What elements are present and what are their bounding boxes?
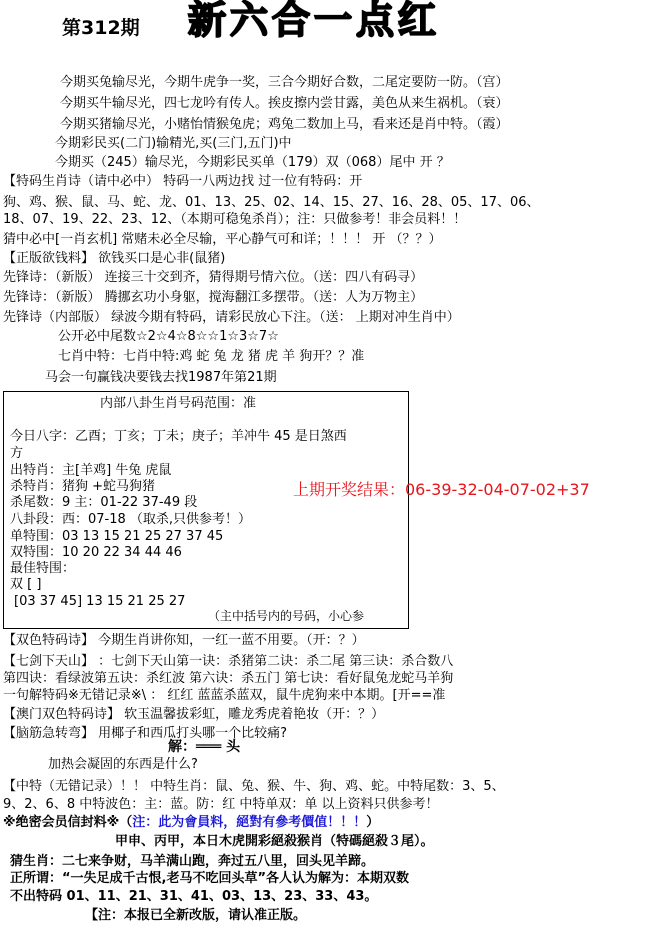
seven-zodiac: 七肖中特：七肖中特:鸡 蛇 兔 龙 猪 虎 羊 狗开？？准 <box>58 349 365 364</box>
club-saying: 马会一句赢钱决要钱去找1987年第21期 <box>45 370 277 385</box>
guess-line: 猜中必中[一肖玄机] 常赌未必全尽输，平心静气可和详；！！！ 开 （？？） <box>3 232 442 247</box>
box-line: 双特围：10 20 22 34 44 46 <box>10 545 182 560</box>
box-line: 最佳特围： <box>10 561 76 576</box>
lower-line: 【澳门双色特码诗】 软玉温馨拔彩虹，雕龙秀虎着艳妆（开：？） <box>3 707 385 722</box>
intro-line: 今期买兔输尽光，今期牛虎争一奖，三合今期好合数，二尾定要防一防。（宫） <box>60 75 509 90</box>
special-code-note: 18、07、19、22、23、12、（本期可稳兔杀肖）；注：只做参考！非会员料！！ <box>3 212 467 227</box>
bold-line: 猜生肖：二七来争财，马羊满山跑，奔过五八里，回头见羊蹄。 <box>10 854 375 869</box>
box-note: （主中括号内的号码，小心参 <box>208 609 365 623</box>
secret-line <box>3 815 379 831</box>
lower-line: 9、2、6、8 中特波色：主：蓝。防：红 中特单双：单 以上资料只供参考！ <box>3 797 439 812</box>
box-line: 今日八字：乙酉；丁亥；丁未；庚子；羊冲牛 45 是日煞西 <box>10 429 347 444</box>
secret-label: ※绝密会员信封料※（ <box>3 815 133 830</box>
special-code-list: 狗、鸡、猴、鼠、马、蛇、龙、01、13、25、02、14、15、27、16、28、05、17、06、 <box>3 195 540 210</box>
bold-line: 正所谓：“一失足成千古恨,老马不吃回头草”各人认为解为：本期双数 <box>10 871 410 886</box>
riddle-answer: 解：═══ 头 <box>168 739 241 755</box>
box-line: 八卦段：西：07-18 （取杀,只供参考！） <box>10 512 252 527</box>
lower-line: 【七剑下天山】 ：七剑下天山第一诀：杀猪第二诀：杀二尾 第三诀：杀合数八 <box>3 654 454 669</box>
secret-end: ） <box>366 815 380 830</box>
paper-title: 新六合一点红 <box>188 0 441 42</box>
bold-line: 不出特码 01、11、21、31、41、03、13、23、33、43。 <box>10 889 378 904</box>
poem-line: 先锋诗：（新版） 腾挪玄功小身躯，搅海翻江多摆带。（送：人为万物主） <box>3 290 424 305</box>
bold-line: 【注：本报已全新改版，请认准正版。 <box>85 908 307 923</box>
intro-line: 今期买猪输尽光，小赌怡情猴兔虎；鸡兔二数加上马，看来还是肖中特。（霞） <box>60 117 509 132</box>
tail-numbers: 公开必中尾数☆2☆4☆8☆☆1☆3☆7☆ <box>58 329 279 344</box>
last-result: 上期开奖结果：06-39-32-04-07-02+37 <box>293 480 590 499</box>
issue-number: 第312期 <box>62 17 140 39</box>
lower-line: 第四诀：看绿波第五诀：杀红波 第六诀：杀五门 第七诀：看好鼠兔龙蛇马羊狗 <box>3 671 454 686</box>
special-code-heading: 【特码生肖诗（请中必中） 特码一八两边找 过一位有特码：开 <box>3 174 363 189</box>
intro-line: 今期买（245）输尽光，今期彩民买单（179）双（068）尾中 开 ？ <box>55 155 450 170</box>
box-line: 双 [ ] <box>10 577 42 592</box>
lower-line: 【中特（无错记录）！！ 中特生肖：鼠、兔、猴、牛、狗、鸡、蛇。中特尾数：3、5、 <box>3 779 505 794</box>
box-line: 内部八卦生肖号码范围：准 <box>100 396 257 411</box>
zheng-heading: 【正版欲钱料】 欲钱买口是心非(鼠猪) <box>3 251 226 266</box>
lower-line: 【脑筋急转弯】 用椰子和西瓜打头哪一个比较痛? <box>3 726 288 741</box>
poem-line: 先锋诗：（新版） 连接三十交到齐，猜得期号情六位。（送：四八有码寻） <box>3 270 424 285</box>
box-line: 单特围：03 13 15 21 25 27 37 45 <box>10 529 224 544</box>
lower-line: 一句解特码※无错记录※\ ： 红红 蓝蓝杀蓝双，鼠牛虎狗来中本期。[开==准 <box>3 688 446 703</box>
box-line: 杀特肖：猪狗 +蛇马狗猪 <box>10 479 156 494</box>
box-line: 杀尾数：9 主：01-22 37-49 段 <box>10 495 198 510</box>
lower-line: 加热会凝固的东西是什么? <box>48 757 198 772</box>
box-line: [03 37 45] 13 15 21 25 27 <box>14 594 186 609</box>
secret-highlight: 注：此为會員料，絕對有參考價值！！！ <box>132 815 367 830</box>
poem-line: 先锋诗（内部版） 绿波今期有特码，请彩民放心下注。（送： 上期对冲生肖中） <box>3 310 460 325</box>
intro-line: 今期买牛输尽光，四七龙吟有传人。挨皮擦内尝甘露，美色从来生祸机。（衰） <box>60 96 509 111</box>
box-line: 方 <box>10 446 24 461</box>
bold-line: 甲申、丙甲，本日木虎開彩絕殺猴肖（特碼絕殺３尾）。 <box>115 834 434 849</box>
intro-line: 今期彩民买(二门)输精光,买(三门,五门)中 <box>55 136 292 151</box>
box-line: 出特肖：主[羊鸡] 牛兔 虎鼠 <box>10 463 172 478</box>
lower-line: 【双色特码诗】 今期生肖讲你知，一红一蓝不用要。（开：？） <box>3 633 365 648</box>
